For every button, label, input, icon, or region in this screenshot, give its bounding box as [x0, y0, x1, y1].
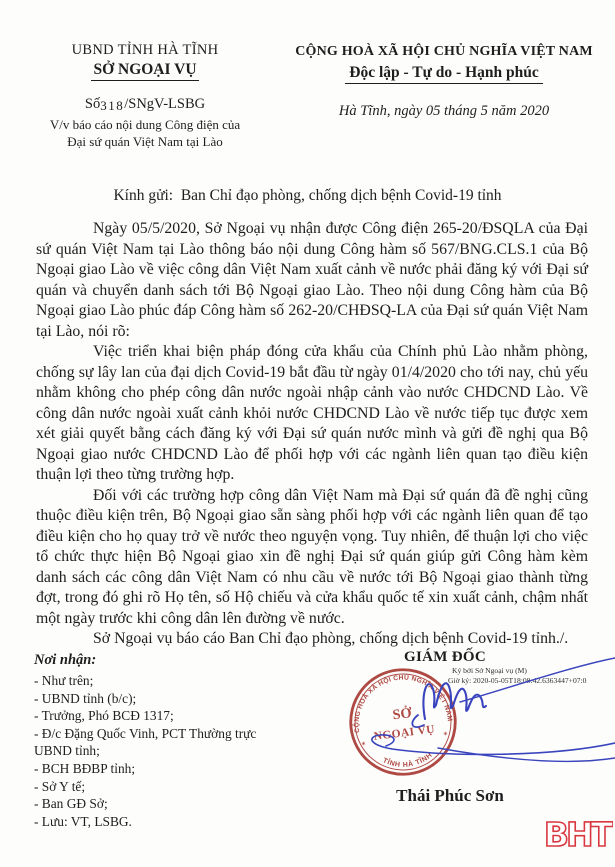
stamp-ring-text-bottom: TỈNH HÀ TĨNH [381, 751, 434, 769]
document-number: Số318/SNgV-LSBG [84, 96, 206, 113]
recipient-item: - Sở Y tế; [34, 778, 86, 794]
recipient-item: - Đ/c Đặng Quốc Vinh, PCT Thường trực UBND tỉnh; [34, 725, 257, 759]
stamp-center-line-1: SỞ [391, 705, 413, 724]
subject-line-2: Đại sứ quán Việt Nam tại Lào [67, 133, 223, 149]
stamp-ring-text-top: CỘNG HOÀ XÃ HỘI CHỦ NGHĨA VIỆT NAM [353, 674, 453, 734]
stamp-center-line-2: NGOẠI VỤ [373, 723, 436, 743]
digital-signature-signer: Ký bởi Sở Ngoại vụ (M) [452, 666, 527, 675]
stamp-star-right-icon: ✶ [442, 730, 449, 739]
parent-agency-name: UBND TỈNH HÀ TĨNH [71, 42, 219, 58]
recipient-item: - Như trên; [34, 673, 94, 688]
header-issuing-agency [26, 42, 264, 150]
body-paragraph: Việc triển khai biện pháp đóng cửa khẩu của Chính phủ Lào nhằm phòng, chống sự lây lan của đại dịch Covid-19 bắt đầu từ ngày 01/4/2020 cho tới nay, chủ yếu nhằm không cho phép công dân nước ngoài nhập cảnh vào nước CHDCND Lào. Về công dân nước ngoài xuất cảnh khỏi nước CHDCND Lào về nước tiếp tục được xem xét giải quyết bằng cách đăng ký với Đại sứ quán nước mình và gửi đề nghị qua Bộ Ngoại giao nước CHDCND Lào để phối hợp với các ngành liên quan tạo điều kiện thuận lợi theo từng trường hợp. [36, 343, 588, 483]
letter-body [36, 219, 588, 650]
recipients-label: Nơi nhận: [34, 652, 97, 668]
recipient-item: - Lưu: VT, LSBG. [34, 813, 132, 829]
bht-watermark-logo-icon [541, 814, 613, 862]
recipient-item: - Trưởng, Phó BCĐ 1317; [34, 708, 174, 724]
subject-line-1: V/v báo cáo nội dung Công điện của [49, 117, 241, 132]
recipient-item: - Ban GĐ Sở; [34, 796, 108, 812]
body-paragraph: Đối với các trường hợp công dân Việt Nam mà Đại sứ quán đã đề nghị cũng thuộc điều kiện trên, Bộ Ngoại giao sẵn sàng phối hợp với các ngành liên quan để tạo điều kiện cho họ quay trở về nước theo nguyện vọng. Tuy nhiên, để thuận lợi cho việc tổ chức thực hiện Bộ Ngoại giao xin đề nghị Đại sứ quán giúp gửi Công hàm kèm danh sách các công dân Việt Nam có nhu cầu về nước tới Bộ Ngoại giao thành từng đợt, trong đó ghi rõ Họ tên, số Hộ chiếu và cửa khẩu quốc tế xin xuất cảnh, chậm nhất một ngày trước khi công dân lên đường về nước. [36, 486, 588, 627]
place-date-line: Hà Tĩnh, ngày 05 tháng 5 năm 2020 [338, 103, 550, 119]
agency-name: SỞ NGOẠI VỤ [26, 61, 264, 79]
signer-name: Thái Phúc Sơn [396, 786, 504, 805]
national-title: CỘNG HOÀ XÃ HỘI CHỦ NGHĨA VIỆT NAM [295, 44, 593, 59]
stamp-star-left-icon: ✶ [360, 740, 367, 749]
national-motto: Độc lập - Tự do - Hạnh phúc [281, 64, 607, 82]
salutation-line: Kính gửi: Ban Chỉ đạo phòng, chống dịch bệnh Covid-19 tỉnh [113, 187, 502, 204]
header-national-heading [281, 44, 607, 120]
body-paragraph: Sở Ngoại vụ báo cáo Ban Chỉ đạo phòng, chống dịch bệnh Covid-19 tỉnh./. [93, 630, 569, 647]
digital-signature-timestamp: Giờ ký: 2020-05-05T18:08:42.6363447+07:0 [448, 675, 587, 685]
bht-logo-text: BHT [543, 815, 611, 854]
recipient-item: - BCH BĐBP tỉnh; [34, 760, 136, 776]
signer-title: GIÁM ĐỐC [404, 649, 486, 665]
recipients-block [34, 652, 290, 830]
recipient-item: - UBND tỉnh (b/c); [34, 690, 137, 706]
body-paragraph: Ngày 05/5/2020, Sở Ngoại vụ nhận được Công điện 265-20/ĐSQLA của Đại sứ quán Việt Nam tại Lào thông báo nội dung Công hàm số 567/BNG.CLS.1 của Bộ Ngoại giao Lào về việc công dân Việt Nam xuất cảnh về nước phải đăng ký với Đại sứ quán và chuyển danh sách tới Bộ Ngoại giao Lào. Theo nội dung Công hàm của Bộ Ngoại giao Lào phúc đáp Công hàm số 262-20/CHĐSQ-LA của Đại sứ quán Việt Nam tại Lào, nói rõ: [36, 220, 588, 340]
document-subject [26, 117, 264, 150]
handwritten-signature [320, 645, 615, 795]
